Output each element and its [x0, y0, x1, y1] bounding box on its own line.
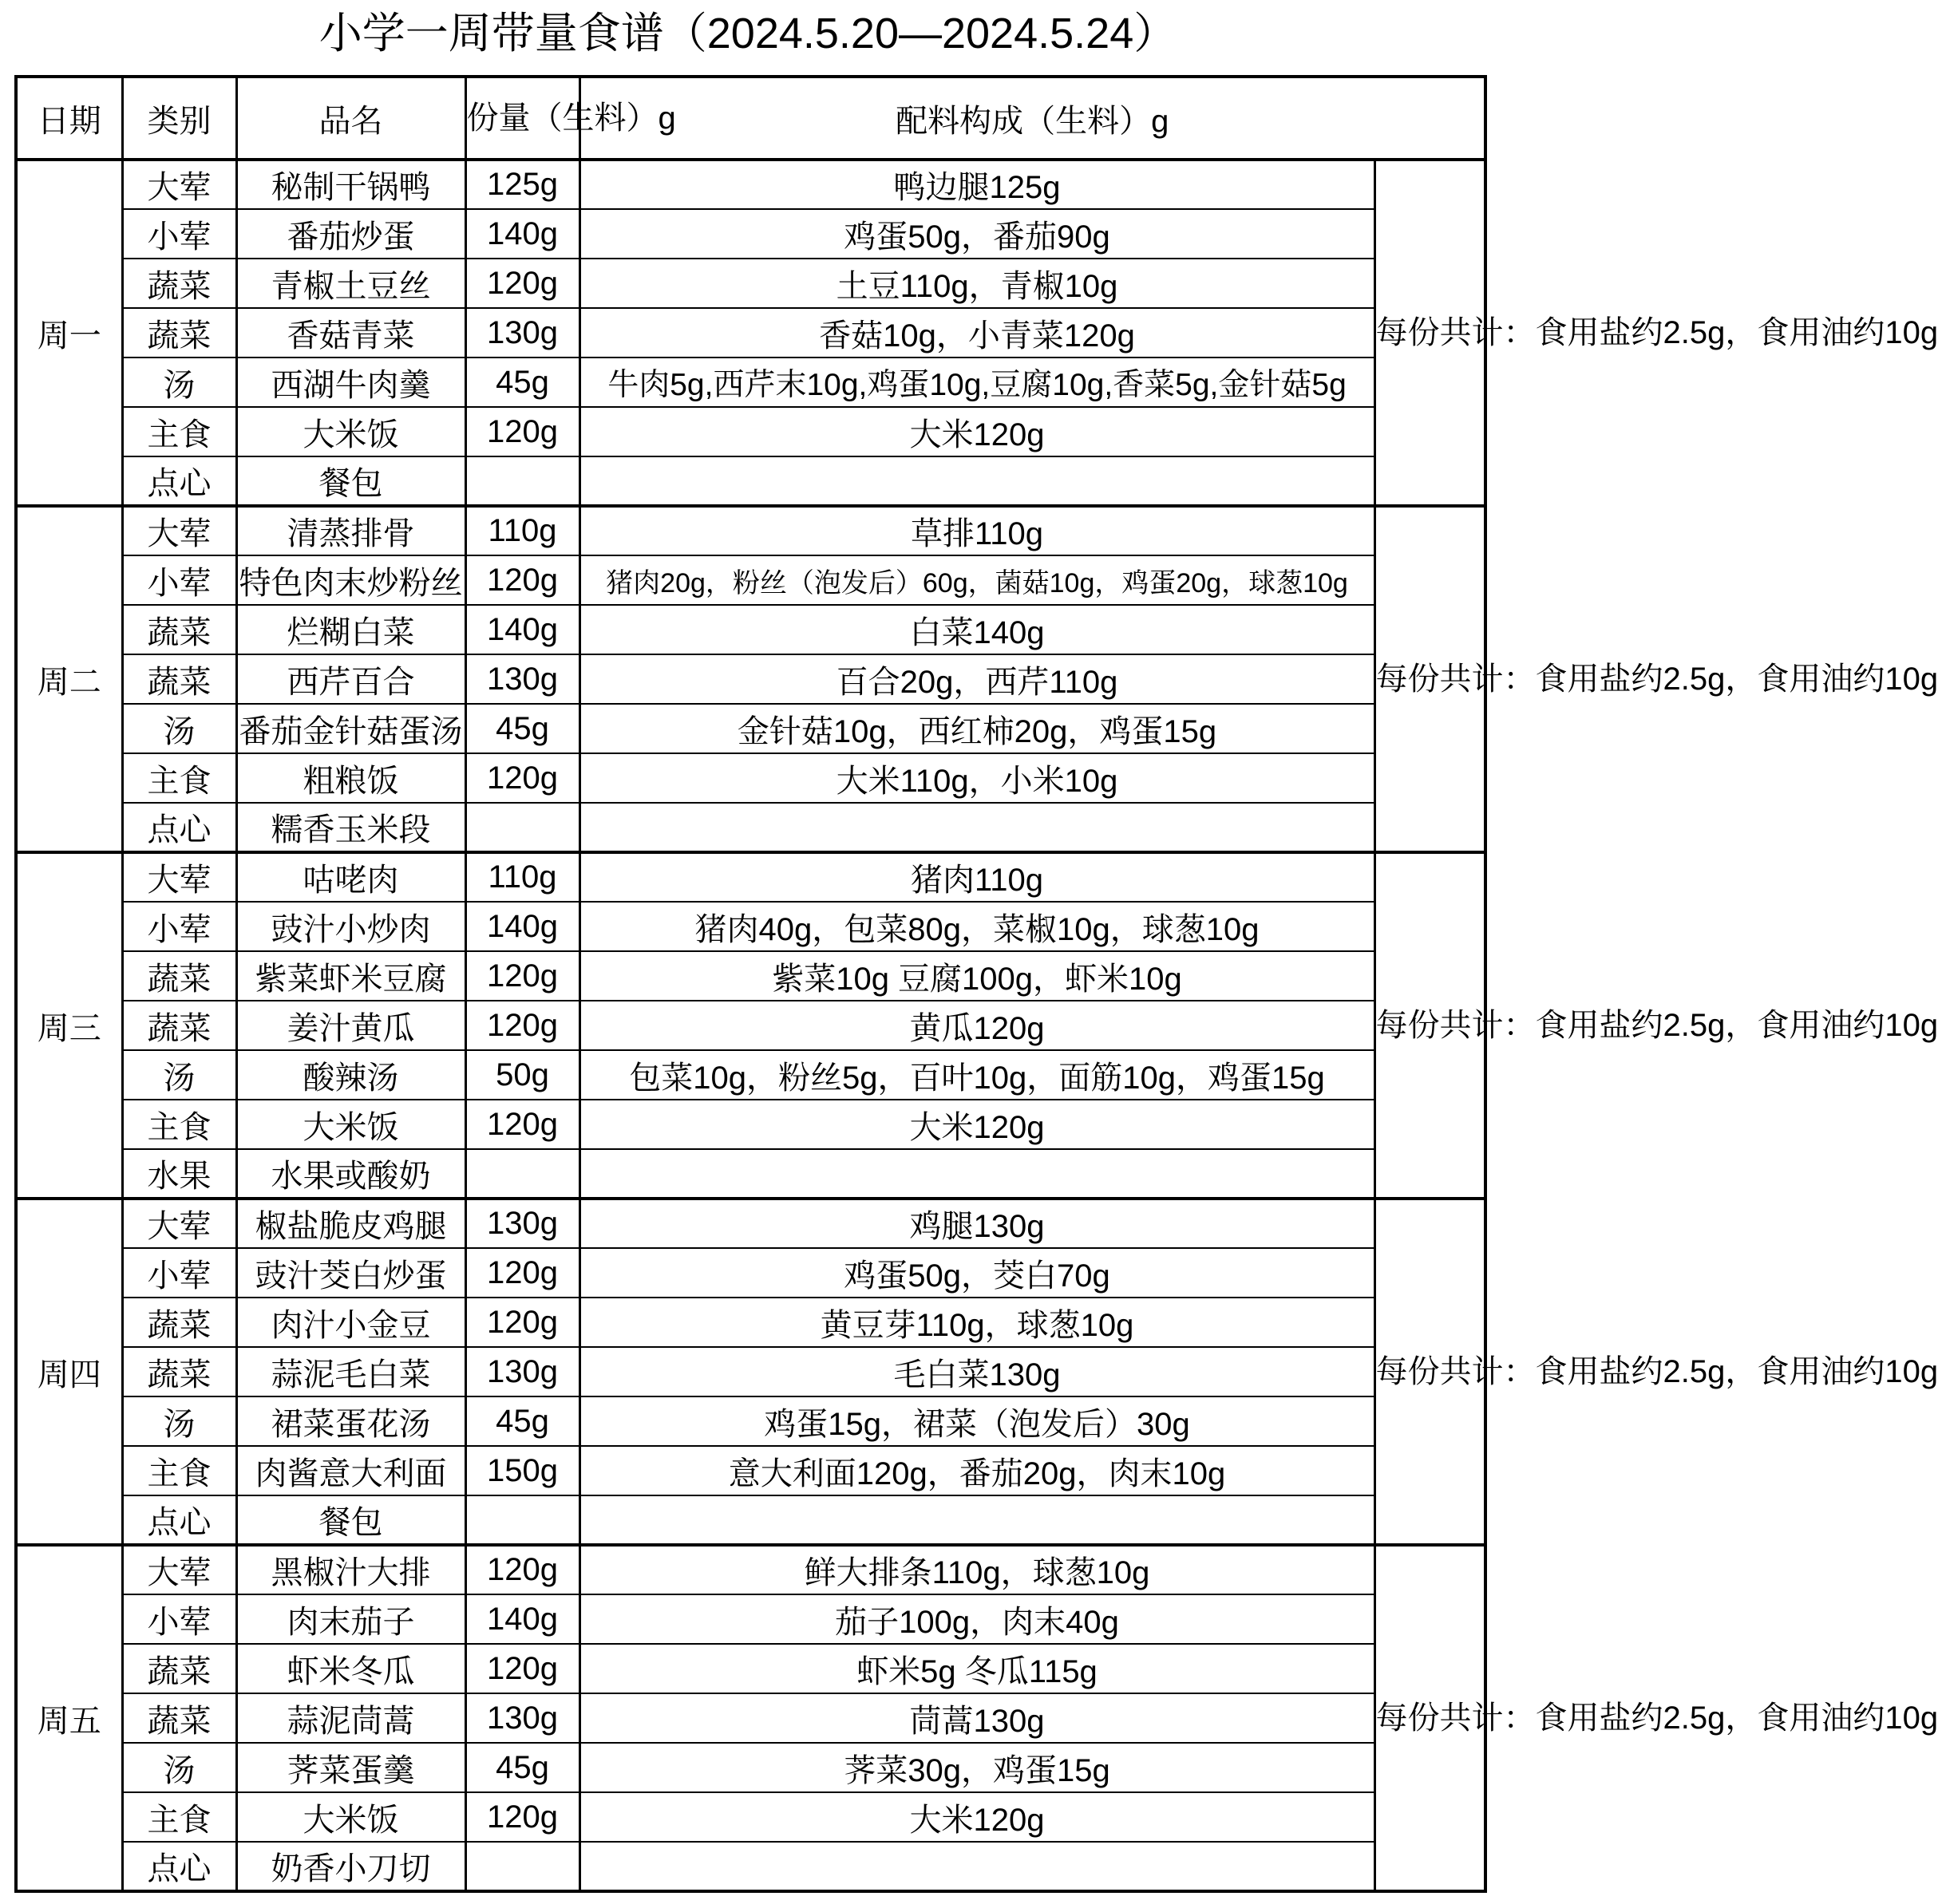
dish-cell: 紫菜虾米豆腐	[236, 951, 465, 1001]
ingredients-cell: 猪肉20g，粉丝（泡发后）60g，菌菇10g，鸡蛋20g，球葱10g	[579, 555, 1374, 605]
header-row	[16, 77, 1485, 160]
category-cell: 主食	[122, 1446, 236, 1495]
dish-cell: 咕咾肉	[236, 852, 465, 902]
portion-cell: 140g	[465, 902, 579, 951]
category-cell: 蔬菜	[122, 308, 236, 357]
dish-cell: 番茄金针菇蛋汤	[236, 704, 465, 753]
dish-cell: 肉酱意大利面	[236, 1446, 465, 1495]
portion-cell: 140g	[465, 1594, 579, 1644]
ingredients-cell: 白菜140g	[579, 605, 1374, 654]
ingredients-cell: 紫菜10g 豆腐100g，虾米10g	[579, 951, 1374, 1001]
category-cell: 蔬菜	[122, 605, 236, 654]
dish-cell: 西湖牛肉羹	[236, 357, 465, 407]
table-row	[16, 1842, 1485, 1891]
table-row	[16, 1050, 1485, 1100]
dish-cell: 黑椒汁大排	[236, 1545, 465, 1594]
table-row	[16, 1446, 1485, 1495]
header-portion: 份量（生料）g	[465, 77, 579, 160]
category-cell: 汤	[122, 357, 236, 407]
header-ingredients: 配料构成（生料）g	[579, 77, 1485, 160]
portion-cell: 140g	[465, 605, 579, 654]
ingredients-cell: 香菇10g，小青菜120g	[579, 308, 1374, 357]
dish-cell: 椒盐脆皮鸡腿	[236, 1199, 465, 1248]
dish-cell: 荠菜蛋羹	[236, 1743, 465, 1792]
ingredients-cell: 鸡蛋50g，番茄90g	[579, 209, 1374, 259]
portion-cell: 150g	[465, 1446, 579, 1495]
ingredients-cell: 黄豆芽110g，球葱10g	[579, 1298, 1374, 1347]
portion-cell: 50g	[465, 1050, 579, 1100]
dish-cell: 秘制干锅鸭	[236, 160, 465, 209]
portion-cell: 125g	[465, 160, 579, 209]
ingredients-cell: 鸡蛋50g，茭白70g	[579, 1248, 1374, 1298]
menu-table	[14, 75, 1938, 1893]
table-row	[16, 1298, 1485, 1347]
dish-cell: 餐包	[236, 456, 465, 506]
portion-cell: 45g	[465, 1396, 579, 1446]
category-cell: 小荤	[122, 1248, 236, 1298]
table-row	[16, 456, 1485, 506]
category-cell: 主食	[122, 407, 236, 456]
portion-cell: 140g	[465, 209, 579, 259]
ingredients-cell: 猪肉110g	[579, 852, 1374, 902]
dish-cell: 青椒土豆丝	[236, 259, 465, 308]
day-cell: 周二	[16, 506, 122, 852]
dish-cell: 大米饭	[236, 407, 465, 456]
category-cell: 大荤	[122, 506, 236, 555]
table-row	[16, 1149, 1485, 1199]
category-cell: 汤	[122, 1396, 236, 1446]
portion-cell: 120g	[465, 259, 579, 308]
ingredients-cell: 黄瓜120g	[579, 1001, 1374, 1050]
portion-cell	[465, 1495, 579, 1545]
dish-cell: 烂糊白菜	[236, 605, 465, 654]
dish-cell: 奶香小刀切	[236, 1842, 465, 1891]
ingredients-cell	[579, 1495, 1374, 1545]
table-row	[16, 1495, 1485, 1545]
table-row	[16, 506, 1485, 555]
dish-cell: 豉汁茭白炒蛋	[236, 1248, 465, 1298]
ingredients-cell: 包菜10g，粉丝5g，百叶10g，面筋10g，鸡蛋15g	[579, 1050, 1374, 1100]
table-row	[16, 753, 1485, 803]
dish-cell: 姜汁黄瓜	[236, 1001, 465, 1050]
ingredients-cell: 茼蒿130g	[579, 1693, 1374, 1743]
table-row	[16, 1100, 1485, 1149]
category-cell: 蔬菜	[122, 951, 236, 1001]
category-cell: 点心	[122, 1495, 236, 1545]
portion-cell: 130g	[465, 1199, 579, 1248]
ingredients-cell: 毛白菜130g	[579, 1347, 1374, 1396]
ingredients-cell: 鲜大排条110g，球葱10g	[579, 1545, 1374, 1594]
note-cell: 每份共计：食用盐约2.5g，食用油约10g	[1374, 160, 1485, 506]
table-row	[16, 1248, 1485, 1298]
portion-cell: 120g	[465, 1001, 579, 1050]
dish-cell: 大米饭	[236, 1100, 465, 1149]
day-cell: 周四	[16, 1199, 122, 1545]
ingredients-cell: 意大利面120g，番茄20g，肉末10g	[579, 1446, 1374, 1495]
ingredients-cell: 大米120g	[579, 407, 1374, 456]
header-date: 日期	[16, 77, 122, 160]
portion-cell: 45g	[465, 1743, 579, 1792]
portion-cell: 110g	[465, 506, 579, 555]
note-cell: 每份共计：食用盐约2.5g，食用油约10g	[1374, 1545, 1485, 1891]
portion-cell: 120g	[465, 753, 579, 803]
table-row	[16, 852, 1485, 902]
category-cell: 蔬菜	[122, 259, 236, 308]
table-row	[16, 605, 1485, 654]
ingredients-cell	[579, 1842, 1374, 1891]
category-cell: 点心	[122, 803, 236, 852]
portion-cell	[465, 803, 579, 852]
portion-cell: 130g	[465, 308, 579, 357]
table-row	[16, 407, 1485, 456]
portion-cell: 110g	[465, 852, 579, 902]
dish-cell: 虾米冬瓜	[236, 1644, 465, 1693]
table-row	[16, 1594, 1485, 1644]
portion-cell: 45g	[465, 704, 579, 753]
note-cell: 每份共计：食用盐约2.5g，食用油约10g	[1374, 852, 1485, 1199]
category-cell: 蔬菜	[122, 1644, 236, 1693]
dish-cell: 糯香玉米段	[236, 803, 465, 852]
table-row	[16, 803, 1485, 852]
table-row	[16, 1199, 1485, 1248]
dish-cell: 清蒸排骨	[236, 506, 465, 555]
category-cell: 汤	[122, 1050, 236, 1100]
table-row	[16, 308, 1485, 357]
table-row	[16, 1644, 1485, 1693]
ingredients-cell: 荠菜30g，鸡蛋15g	[579, 1743, 1374, 1792]
table-row	[16, 555, 1485, 605]
ingredients-cell: 百合20g，西芹110g	[579, 654, 1374, 704]
table-row	[16, 209, 1485, 259]
dish-cell: 酸辣汤	[236, 1050, 465, 1100]
dish-cell: 蒜泥毛白菜	[236, 1347, 465, 1396]
ingredients-cell: 大米120g	[579, 1792, 1374, 1842]
category-cell: 大荤	[122, 1199, 236, 1248]
category-cell: 水果	[122, 1149, 236, 1199]
dish-cell: 水果或酸奶	[236, 1149, 465, 1199]
category-cell: 大荤	[122, 1545, 236, 1594]
ingredients-cell: 牛肉5g,西芹末10g,鸡蛋10g,豆腐10g,香菜5g,金针菇5g	[579, 357, 1374, 407]
dish-cell: 裙菜蛋花汤	[236, 1396, 465, 1446]
category-cell: 小荤	[122, 209, 236, 259]
day-cell: 周五	[16, 1545, 122, 1891]
ingredients-cell: 大米120g	[579, 1100, 1374, 1149]
portion-cell: 120g	[465, 555, 579, 605]
table-row	[16, 1396, 1485, 1446]
dish-cell: 西芹百合	[236, 654, 465, 704]
dish-cell: 香菇青菜	[236, 308, 465, 357]
note-cell: 每份共计：食用盐约2.5g，食用油约10g	[1374, 1199, 1485, 1545]
portion-cell: 120g	[465, 951, 579, 1001]
portion-cell: 120g	[465, 1248, 579, 1298]
category-cell: 蔬菜	[122, 1347, 236, 1396]
day-cell: 周一	[16, 160, 122, 506]
table-row	[16, 951, 1485, 1001]
header-dish: 品名	[236, 77, 465, 160]
portion-cell	[465, 1149, 579, 1199]
category-cell: 蔬菜	[122, 1001, 236, 1050]
ingredients-cell: 猪肉40g，包菜80g，菜椒10g，球葱10g	[579, 902, 1374, 951]
category-cell: 大荤	[122, 160, 236, 209]
dish-cell: 番茄炒蛋	[236, 209, 465, 259]
table-row	[16, 1792, 1485, 1842]
dish-cell: 豉汁小炒肉	[236, 902, 465, 951]
ingredients-cell: 土豆110g，青椒10g	[579, 259, 1374, 308]
dish-cell: 肉汁小金豆	[236, 1298, 465, 1347]
category-cell: 蔬菜	[122, 1298, 236, 1347]
table-row	[16, 1743, 1485, 1792]
ingredients-cell: 虾米5g 冬瓜115g	[579, 1644, 1374, 1693]
dish-cell: 肉末茄子	[236, 1594, 465, 1644]
dish-cell: 餐包	[236, 1495, 465, 1545]
portion-cell: 120g	[465, 1545, 579, 1594]
portion-cell: 120g	[465, 1792, 579, 1842]
category-cell: 小荤	[122, 902, 236, 951]
portion-cell: 120g	[465, 1644, 579, 1693]
table-row	[16, 704, 1485, 753]
ingredients-cell: 鸡蛋15g，裙菜（泡发后）30g	[579, 1396, 1374, 1446]
dish-cell: 蒜泥茼蒿	[236, 1693, 465, 1743]
ingredients-cell: 茄子100g，肉末40g	[579, 1594, 1374, 1644]
table-row	[16, 1693, 1485, 1743]
category-cell: 主食	[122, 1792, 236, 1842]
portion-cell	[465, 1842, 579, 1891]
portion-cell: 130g	[465, 1693, 579, 1743]
category-cell: 大荤	[122, 852, 236, 902]
ingredients-cell: 草排110g	[579, 506, 1374, 555]
dish-cell: 粗粮饭	[236, 753, 465, 803]
table-row	[16, 654, 1485, 704]
category-cell: 汤	[122, 704, 236, 753]
dish-cell: 大米饭	[236, 1792, 465, 1842]
table-row	[16, 1545, 1485, 1594]
portion-cell: 120g	[465, 1298, 579, 1347]
day-cell: 周三	[16, 852, 122, 1199]
category-cell: 主食	[122, 1100, 236, 1149]
ingredients-cell: 金针菇10g，西红柿20g，鸡蛋15g	[579, 704, 1374, 753]
ingredients-cell: 大米110g，小米10g	[579, 753, 1374, 803]
table-row	[16, 357, 1485, 407]
portion-cell: 120g	[465, 1100, 579, 1149]
table-row	[16, 902, 1485, 951]
portion-cell: 45g	[465, 357, 579, 407]
portion-cell	[465, 456, 579, 506]
ingredients-cell	[579, 1149, 1374, 1199]
table-row	[16, 1347, 1485, 1396]
note-cell: 每份共计：食用盐约2.5g，食用油约10g	[1374, 506, 1485, 852]
category-cell: 小荤	[122, 555, 236, 605]
ingredients-cell: 鸡腿130g	[579, 1199, 1374, 1248]
category-cell: 主食	[122, 753, 236, 803]
category-cell: 蔬菜	[122, 1693, 236, 1743]
portion-cell: 130g	[465, 654, 579, 704]
page-title: 小学一周带量食谱（2024.5.20—2024.5.24）	[318, 10, 1177, 57]
portion-cell: 130g	[465, 1347, 579, 1396]
category-cell: 小荤	[122, 1594, 236, 1644]
category-cell: 点心	[122, 1842, 236, 1891]
table-row	[16, 1001, 1485, 1050]
table-row	[16, 259, 1485, 308]
ingredients-cell: 鸭边腿125g	[579, 160, 1374, 209]
ingredients-cell	[579, 456, 1374, 506]
portion-cell: 120g	[465, 407, 579, 456]
category-cell: 点心	[122, 456, 236, 506]
ingredients-cell	[579, 803, 1374, 852]
category-cell: 蔬菜	[122, 654, 236, 704]
category-cell: 汤	[122, 1743, 236, 1792]
header-category: 类别	[122, 77, 236, 160]
table-row	[16, 160, 1485, 209]
dish-cell: 特色肉末炒粉丝	[236, 555, 465, 605]
